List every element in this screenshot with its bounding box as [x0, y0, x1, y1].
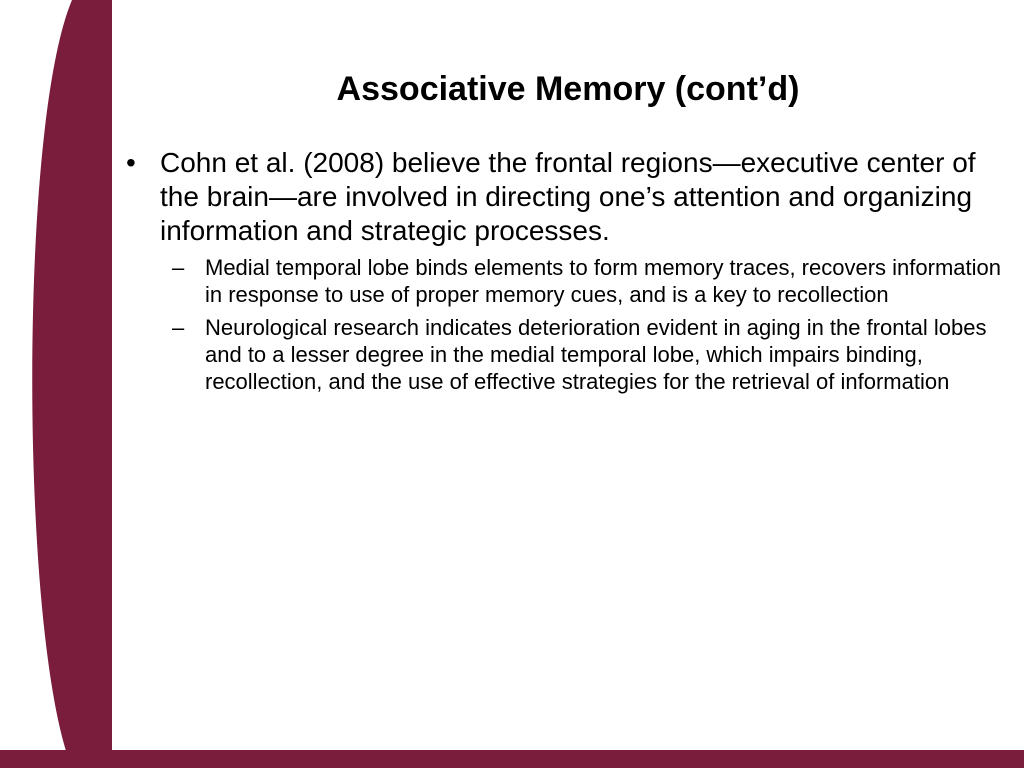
- bullet-marker: •: [126, 147, 136, 178]
- sub-bullet-text: Medial temporal lobe binds elements to form memory traces, recovers information in response to use of proper memory cues, and is a key to recollection: [205, 255, 1001, 307]
- slide-content: [120, 146, 1016, 401]
- bottom-decorative-bar: [0, 750, 1024, 768]
- left-decorative-band: [0, 0, 112, 768]
- bullet-item: [120, 146, 1016, 248]
- sub-bullet-text: Neurological research indicates deterioration evident in aging in the frontal lobes and to a lesser degree in the medial temporal lobe, which impairs binding, recollection, and the use of effective strategies for the retrieval of information: [205, 315, 987, 394]
- bullet-text: Cohn et al. (2008) believe the frontal regions—executive center of the brain—are involved in directing one’s attention and organizing information and strategic processes.: [160, 147, 976, 246]
- sub-bullet-item: [120, 314, 1016, 395]
- sub-bullet-item: [120, 254, 1016, 308]
- sub-bullet-marker: –: [172, 315, 185, 340]
- slide-title: Associative Memory (cont’d): [336, 70, 800, 108]
- sub-bullet-marker: –: [172, 255, 185, 280]
